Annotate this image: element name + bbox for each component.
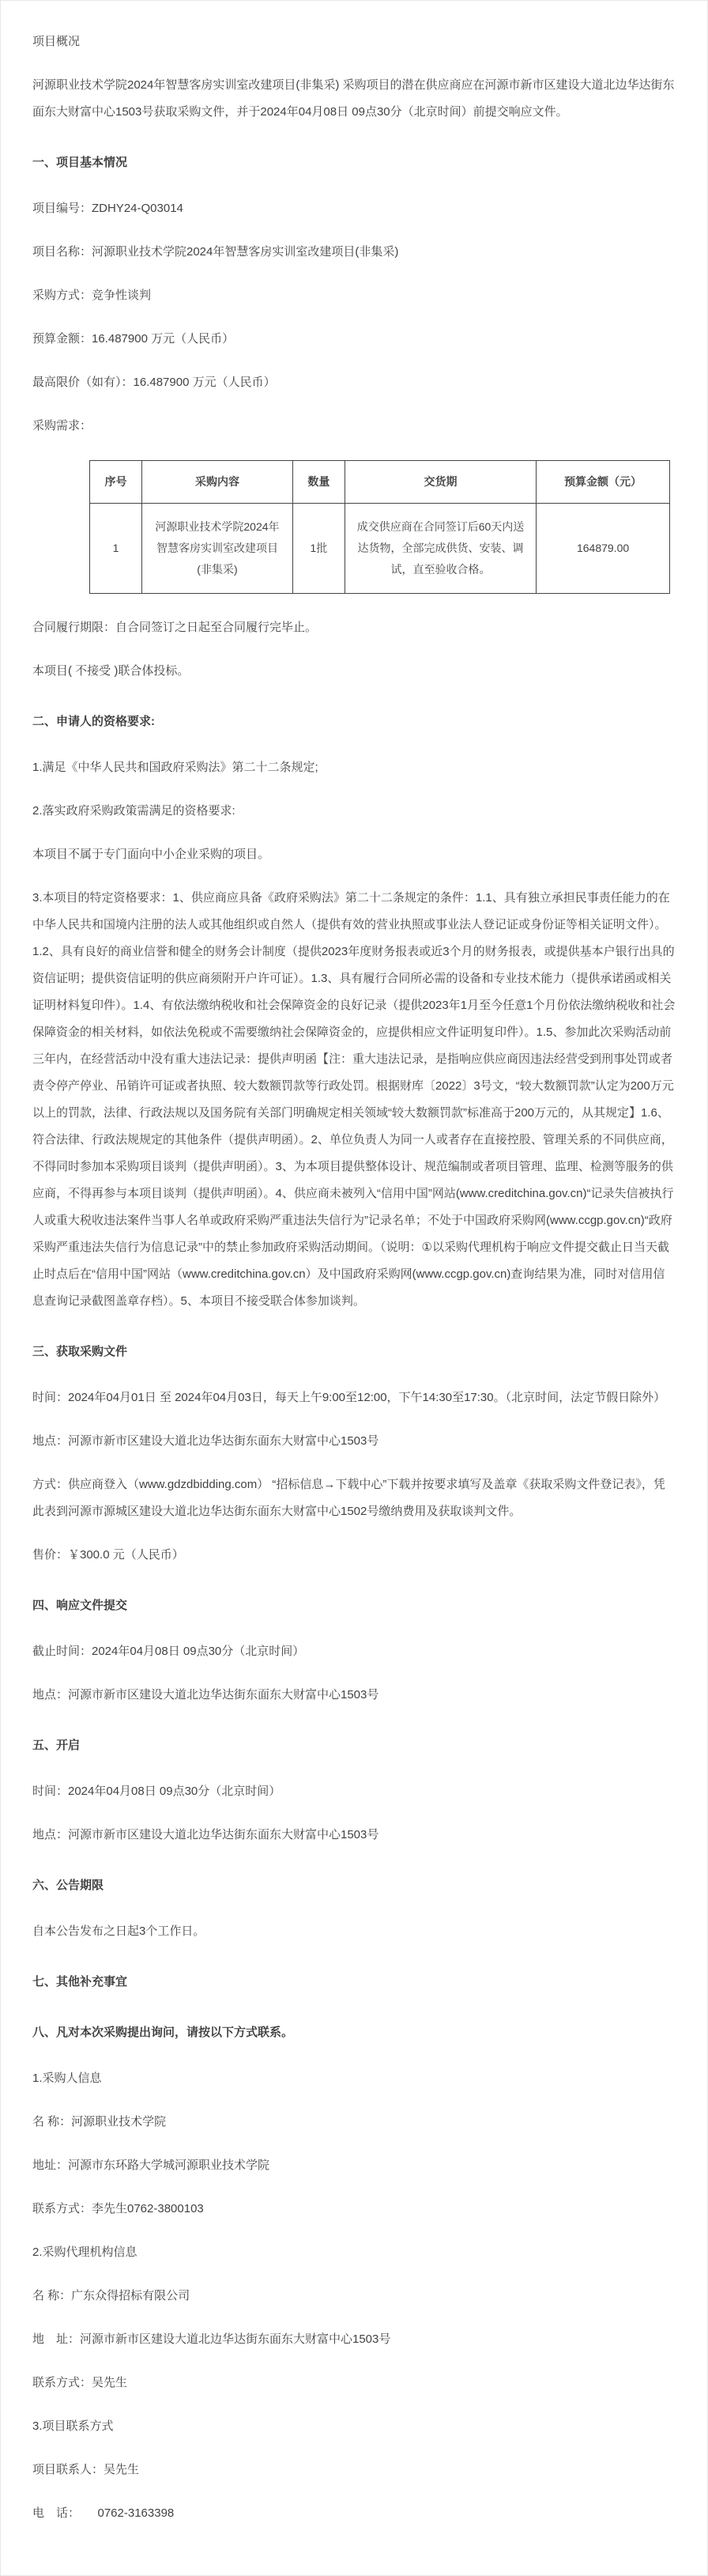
contract-term: 合同履行期限：自合同签订之日起至合同履行完毕止。 (32, 621, 318, 634)
opening-time: 时间：2024年04月08日 09点30分（北京时间） (32, 1785, 281, 1798)
obtain-time: 时间：2024年04月01日 至 2024年04月03日，每天上午9:00至12:00，下午14:30至17:30。（北京时间，法定节假日除外） (32, 1391, 666, 1404)
obtain-place: 地点：河源市新市区建设大道北边华达街东面东大财富中心1503号 (32, 1434, 379, 1448)
col-header-delivery: 交货期 (345, 461, 536, 504)
project-contact-person: 项目联系人：吴先生 (32, 2463, 140, 2476)
consortium-statement: 本项目( 不接受 )联合体投标。 (32, 664, 190, 678)
agency-contact: 联系方式：吴先生 (32, 2376, 128, 2389)
qualification-item-3: 3.本项目的特定资格要求：1、供应商应具备《政府采购法》第二十二条规定的条件：1.1、具有独立承担民事责任能力的在中华人民共和国境内注册的法人或其他组织或自然人（提供有效的营业执照或事业法人登记证或身份证等相关证明文件）。1.2、具有良好的商业信誉和健全的财务会计制度（提供2023年度财务报表或近3个月的财务报表，或提供基本户银行出具的资信证明；提供资信证明的供应商须附开户许可证）。1.3、具有履行合同所必需的设备和专业技术能力（提供承诺函或相关证明材料复印件）。1.4、有依法缴纳税收和社会保障资金的良好记录（提供2023年1月至今任意1个月份依法缴纳税收和社会保障资金的相关材料，如依法免税或不需要缴纳社会保障资金的，应提供相应文件证明复印件）。1.5、参加此次采购活动前三年内，在经营活动中没有重大违法记录：提供声明函【注：重大违法记录，是指响应供应商因违法经营受到刑事处罚或者责令停产停业、吊销许可证或者执照、较大数额罚款等行政处罚。根据财库〔2022〕3号文，“较大数额罚款”认定为200万元以上的罚款，法律、行政法规以及国务院有关部门明确规定相关领域“较大数额罚款”标准高于200万元的，从其规定】1.6、符合法律、行政法规规定的其他条件（提供声明函）。2、单位负责人为同一人或者存在直接控股、管理关系的不同供应商，不得同时参加本采购项目谈判（提供声明函）。3、为本项目提供整体设计、规范编制或者项目管理、监理、检测等服务的供应商，不得再参与本项目谈判（提供声明函）。4、供应商未被列入“信用中国”网站(www.creditchina.gov.cn)“记录失信被执行人或重大税收违法案件当事人名单或政府采购严重违法失信行为”记录名单；不处于中国政府采购网(www.ccgp.gov.cn)“政府采购严重违法失信行为信息记录”中的禁止参加政府采购活动期间。（说明：①以采购代理机构于响应文件提交截止日当天截止时点后在“信用中国”网站（www.creditchina.gov.cn）及中国政府采购网(www.ccgp.gov.cn)查询结果为准，同时对信用信息查询记录截图盖章存档）。5、本项目不接受联合体参加谈判。 (32, 891, 676, 1308)
section-heading-other-matters: 七、其他补充事宜 (32, 1975, 128, 1989)
table-header-row (90, 461, 670, 504)
col-header-seq: 序号 (90, 461, 142, 504)
purchaser-contact: 联系方式：李先生0762-3800103 (32, 2202, 204, 2215)
procurement-demand-table (89, 460, 670, 594)
purchaser-address: 地址：河源市东环路大学城河源职业技术学院 (32, 2159, 270, 2172)
agency-address: 地 址：河源市新市区建设大道北边华达街东面东大财富中心1503号 (32, 2332, 391, 2346)
section-heading-notice-period: 六、公告期限 (32, 1879, 104, 1892)
section-heading-contact: 八、凡对本次采购提出询问，请按以下方式联系。 (32, 2026, 294, 2039)
cell-content: 河源职业技术学院2024年智慧客房实训室改建项目(非集采) (142, 504, 293, 594)
project-contact-title: 3.项目联系方式 (32, 2419, 114, 2433)
obtain-price: 售价：￥300.0 元（人民币） (32, 1548, 184, 1562)
overview-body: 河源职业技术学院2024年智慧客房实训室改建项目(非集采) 采购项目的潜在供应商应在河源市新市区建设大道北边华达街东面东大财富中心1503号获取采购文件，并于2024年04月08日 09点30分（北京时间）前提交响应文件。 (32, 78, 675, 119)
cell-delivery: 成交供应商在合同签订后60天内送达货物，全部完成供货、安装、调试，直至验收合格。 (345, 504, 536, 594)
project-name: 项目名称：河源职业技术学院2024年智慧客房实训室改建项目(非集采) (32, 245, 399, 259)
demand-label: 采购需求： (32, 419, 92, 432)
max-price: 最高限价（如有）：16.487900 万元（人民币） (32, 376, 276, 389)
overview-title: 项目概况 (32, 35, 81, 48)
qualification-item-2: 2.落实政府采购政策需满足的资格要求: (32, 804, 235, 818)
section-heading-basic-info: 一、项目基本情况 (32, 156, 128, 169)
notice-period-body: 自本公告发布之日起3个工作日。 (32, 1924, 205, 1938)
col-header-budget: 预算金额（元） (537, 461, 670, 504)
qualification-item-2-note: 本项目不属于专门面向中小企业采购的项目。 (32, 848, 270, 861)
table-row (90, 504, 670, 594)
agency-info-title: 2.采购代理机构信息 (32, 2246, 137, 2259)
procurement-method: 采购方式：竞争性谈判 (32, 289, 152, 302)
purchaser-info-title: 1.采购人信息 (32, 2072, 102, 2085)
cell-budget: 164879.00 (537, 504, 670, 594)
project-contact-phone: 电 话： 0762-3163398 (32, 2506, 175, 2520)
section-heading-response-submission: 四、响应文件提交 (32, 1599, 128, 1612)
cell-qty: 1批 (292, 504, 345, 594)
qualification-item-1: 1.满足《中华人民共和国政府采购法》第二十二条规定; (32, 761, 318, 774)
section-heading-qualification: 二、申请人的资格要求: (32, 715, 155, 728)
obtain-method: 方式：供应商登入（www.gdzdbidding.com） “招标信息→下载中心”下载并按要求填写及盖章《获取采购文件登记表》，凭此表到河源市源城区建设大道北边华达街东面东大财富中心1502号缴纳费用及获取谈判文件。 (32, 1478, 665, 1518)
col-header-content: 采购内容 (142, 461, 293, 504)
submission-deadline: 截止时间：2024年04月08日 09点30分（北京时间） (32, 1645, 305, 1658)
purchaser-name: 名 称：河源职业技术学院 (32, 2115, 167, 2128)
project-number: 项目编号：ZDHY24-Q03014 (32, 202, 183, 215)
cell-seq: 1 (90, 504, 142, 594)
budget-amount: 预算金额：16.487900 万元（人民币） (32, 332, 235, 346)
submission-place: 地点：河源市新市区建设大道北边华达街东面东大财富中心1503号 (32, 1688, 379, 1702)
section-heading-obtain-documents: 三、获取采购文件 (32, 1345, 128, 1358)
section-heading-opening: 五、开启 (32, 1739, 81, 1752)
col-header-qty: 数量 (292, 461, 345, 504)
agency-name: 名 称：广东众得招标有限公司 (32, 2289, 190, 2302)
opening-place: 地点：河源市新市区建设大道北边华达街东面东大财富中心1503号 (32, 1828, 379, 1841)
